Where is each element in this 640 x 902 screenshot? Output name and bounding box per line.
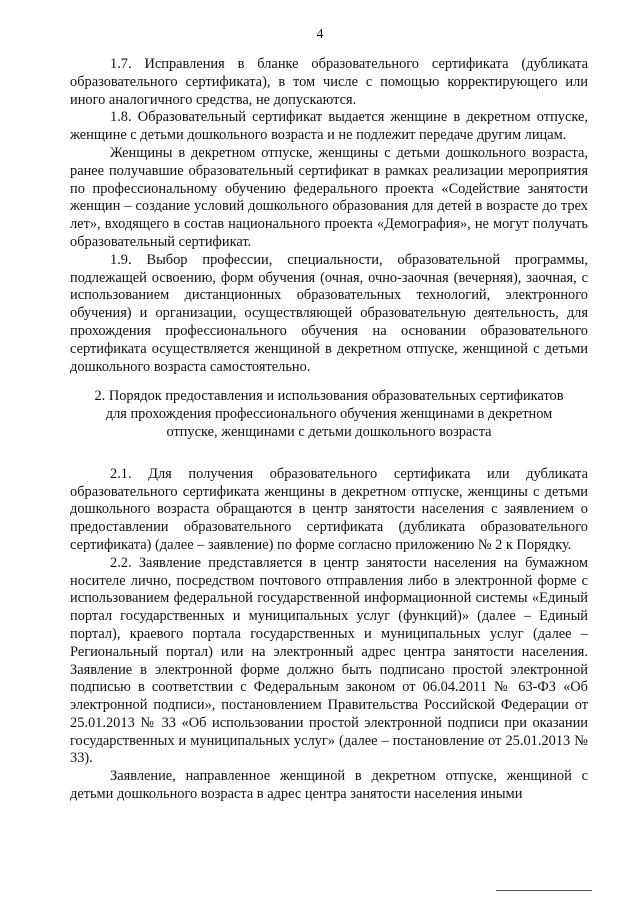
section-2-heading bbox=[70, 388, 588, 441]
section-2-heading-line-3: отпуске, женщинами с детьми дошкольного возраста bbox=[166, 423, 492, 440]
footer-rule bbox=[496, 890, 592, 891]
paragraph-1-8: 1.8. Образовательный сертификат выдается женщине в декретном отпуске, женщине с детьми дошкольного возраста и не подлежит передаче другим лицам. bbox=[70, 109, 588, 144]
document-body bbox=[70, 56, 588, 804]
paragraph-2-2: 2.2. Заявление представляется в центр занятости населения на бумажном носителе лично, посредством почтового отправления либо в электронной форме с использованием федеральной государственной информационной системы «Единый портал государственных и муниципальных услуг (функций)» (далее – Единый портал), краевого портала государственных и муниципальных услуг (далее – Региональный портал) или на электронный адрес центра занятости населения. Заявление в электронной форме должно быть подписано простой электронной подписью в соответствии с Федеральным законом от 06.04.2011 № 63-ФЗ «Об электронной подписи», постановлением Правительства Российской Федерации от 25.01.2013 № 33 «Об использовании простой электронной подписи при оказании государственных и муниципальных услуг» (далее – постановление от 25.01.2013 № 33). bbox=[70, 554, 588, 767]
paragraph-1-7: 1.7. Исправления в бланке образовательного сертификата (дубликата образовательного сертификата), в том числе с помощью корректирующего или иного аналогичного средства, не допускаются. bbox=[70, 56, 588, 108]
paragraph-2-1: 2.1. Для получения образовательного сертификата или дубликата образовательного сертификата женщины в декретном отпуске, женщины с детьми дошкольного возраста обращаются в центр занятости населения с заявлением о предоставлении образовательного сертификата (дубликата образовательного сертификата) (далее – заявление) по форме согласно приложению № 2 к Порядку. bbox=[70, 465, 588, 553]
paragraph-application-sent: Заявление, направленное женщиной в декретном отпуске, женщиной с детьми дошкольного возраста в адрес центра занятости населения иными bbox=[70, 768, 588, 803]
section-2-heading-line-1: 2. Порядок предоставления и использования образовательных сертификатов bbox=[94, 388, 564, 405]
paragraph-1-9: 1.9. Выбор профессии, специальности, образовательной программы, подлежащей освоению, форм обучения (очная, очно-заочная (вечерняя), заочная, с использованием дистанционных образовательных технологий, электронного обучения) и организации, осуществляющей образовательную деятельность, для прохождения профессионального обучения на основании образовательного сертификата осуществляется женщиной в декретном отпуске, женщиной с детьми дошкольного возраста самостоятельно. bbox=[70, 251, 588, 375]
page-number: 4 bbox=[316, 27, 324, 42]
section-2-heading-line-2: для прохождения профессионального обучения женщинами в декретном bbox=[105, 406, 553, 423]
paragraph-women-restriction: Женщины в декретном отпуске, женщины с детьми дошкольного возраста, ранее получавшие образовательный сертификат в рамках реализации мероприятия по профессиональному обучению федерального проекта «Содействие занятости женщин – создание условий дошкольного образования для детей в возрасте до трех лет», входящего в состав национального проекта «Демография», не могут получать образовательный сертификат. bbox=[70, 144, 588, 250]
